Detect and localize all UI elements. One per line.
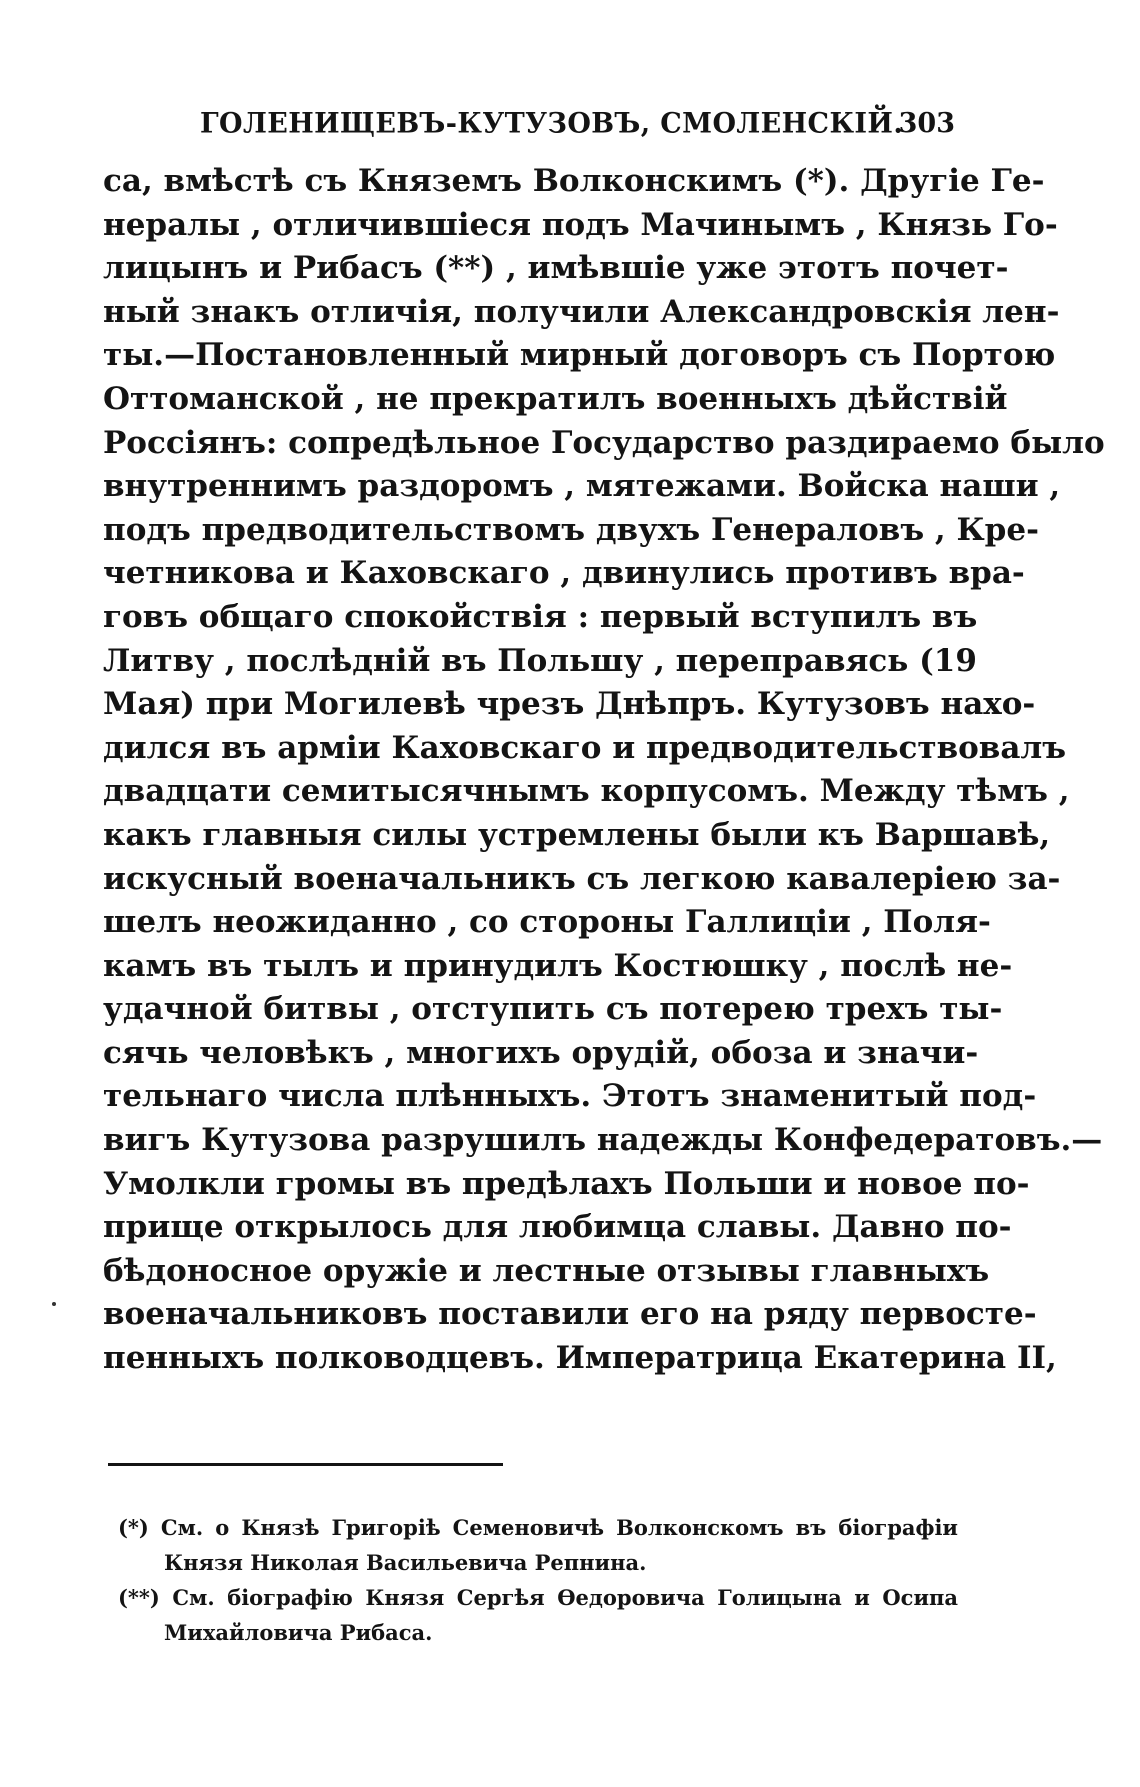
text-line: шелъ неожиданно , со стороны Галлиціи , Поля- — [103, 904, 991, 941]
footnotes — [118, 1510, 958, 1650]
text-line: двадцати семитысячнымъ корпусомъ. Между тѣмъ , — [103, 773, 1070, 810]
text-line: лицынъ и Рибасъ (**) , имѣвшіе уже этотъ почет- — [103, 250, 1009, 287]
text-line: военачальниковъ поставили его на ряду первосте- — [103, 1296, 1037, 1333]
text-line: са, вмѣстѣ съ Княземъ Волконскимъ (*). Другіе Ге- — [103, 163, 1045, 199]
running-title: ГОЛЕНИЩЕВЪ-КУТУЗОВЪ, СМОЛЕНСКІЙ. — [200, 107, 904, 140]
text-line: ный знакъ отличія, получили Александровскія лен- — [103, 293, 1060, 330]
text-line: ты.—Постановленный мирный договоръ съ Портою — [103, 337, 1056, 374]
text-line: какъ главныя силы устремлены были къ Варшавѣ, — [103, 816, 1051, 853]
footnote-1-continued: Князя Николая Васильевича Репнина. — [164, 1550, 647, 1575]
text-line: внутреннимъ раздоромъ , мятежами. Войска наши , — [103, 468, 1061, 505]
text-line: Россіянъ: сопредѣльное Государство раздираемо было — [103, 424, 1105, 461]
text-line: нералы , отличившіеся подъ Мачинымъ , Князь Го- — [103, 206, 1058, 243]
footnote-2-continued: Михайловича Рибаса. — [164, 1620, 433, 1645]
text-line: пенныхъ полководцевъ. Императрица Екатерина II, — [103, 1340, 1057, 1377]
text-line: искусный военачальникъ съ легкою кавалеріею за- — [103, 860, 1061, 897]
text-line: тельнаго числа плѣнныхъ. Этотъ знаменитый под- — [103, 1078, 1037, 1115]
text-line: Умолкли громы въ предѣлахъ Польши и новое по- — [103, 1165, 1030, 1202]
body-text — [103, 160, 1105, 1381]
running-head — [165, 108, 955, 148]
text-line: вигъ Кутузова разрушилъ надежды Конфедератовъ.— — [103, 1122, 1103, 1159]
footnote-2: (**) См. біографію Князя Сергѣя Ѳедоровича Голицына и Осипа — [118, 1585, 958, 1610]
text-line: удачной битвы , отступить съ потерею трехъ ты- — [103, 991, 1003, 1028]
text-line: Мая) при Могилевѣ чрезъ Днѣпръ. Кутузовъ нахо- — [103, 686, 1036, 723]
text-line: дился въ арміи Каховскаго и предводительствовалъ — [103, 729, 1067, 766]
text-line: подъ предводительствомъ двухъ Генераловъ , Кре- — [103, 511, 1039, 548]
text-line: говъ общаго спокойствія : первый вступилъ въ — [103, 598, 978, 635]
footnote-rule — [108, 1463, 503, 1466]
text-line: Оттоманской , не прекратилъ военныхъ дѣйствій — [103, 380, 1008, 417]
text-line: камъ въ тылъ и принудилъ Костюшку , послѣ не- — [103, 947, 1013, 984]
text-line: бѣдоносное оружіе и лестные отзывы главныхъ — [103, 1252, 990, 1289]
text-line: сячь человѣкъ , многихъ орудій, обоза и значи- — [103, 1034, 979, 1071]
text-line: Литву , послѣдній въ Польшу , переправясь (19 — [103, 642, 977, 679]
text-line: прище открылось для любимца славы. Давно по- — [103, 1209, 1012, 1246]
print-speck — [52, 1302, 56, 1306]
text-line: четникова и Каховскаго , двинулись противъ вра- — [103, 555, 1025, 592]
footnote-1: (*) См. о Князѣ Григоріѣ Семеновичѣ Волконскомъ въ біографіи — [118, 1515, 958, 1540]
page-number: 303 — [898, 108, 955, 139]
